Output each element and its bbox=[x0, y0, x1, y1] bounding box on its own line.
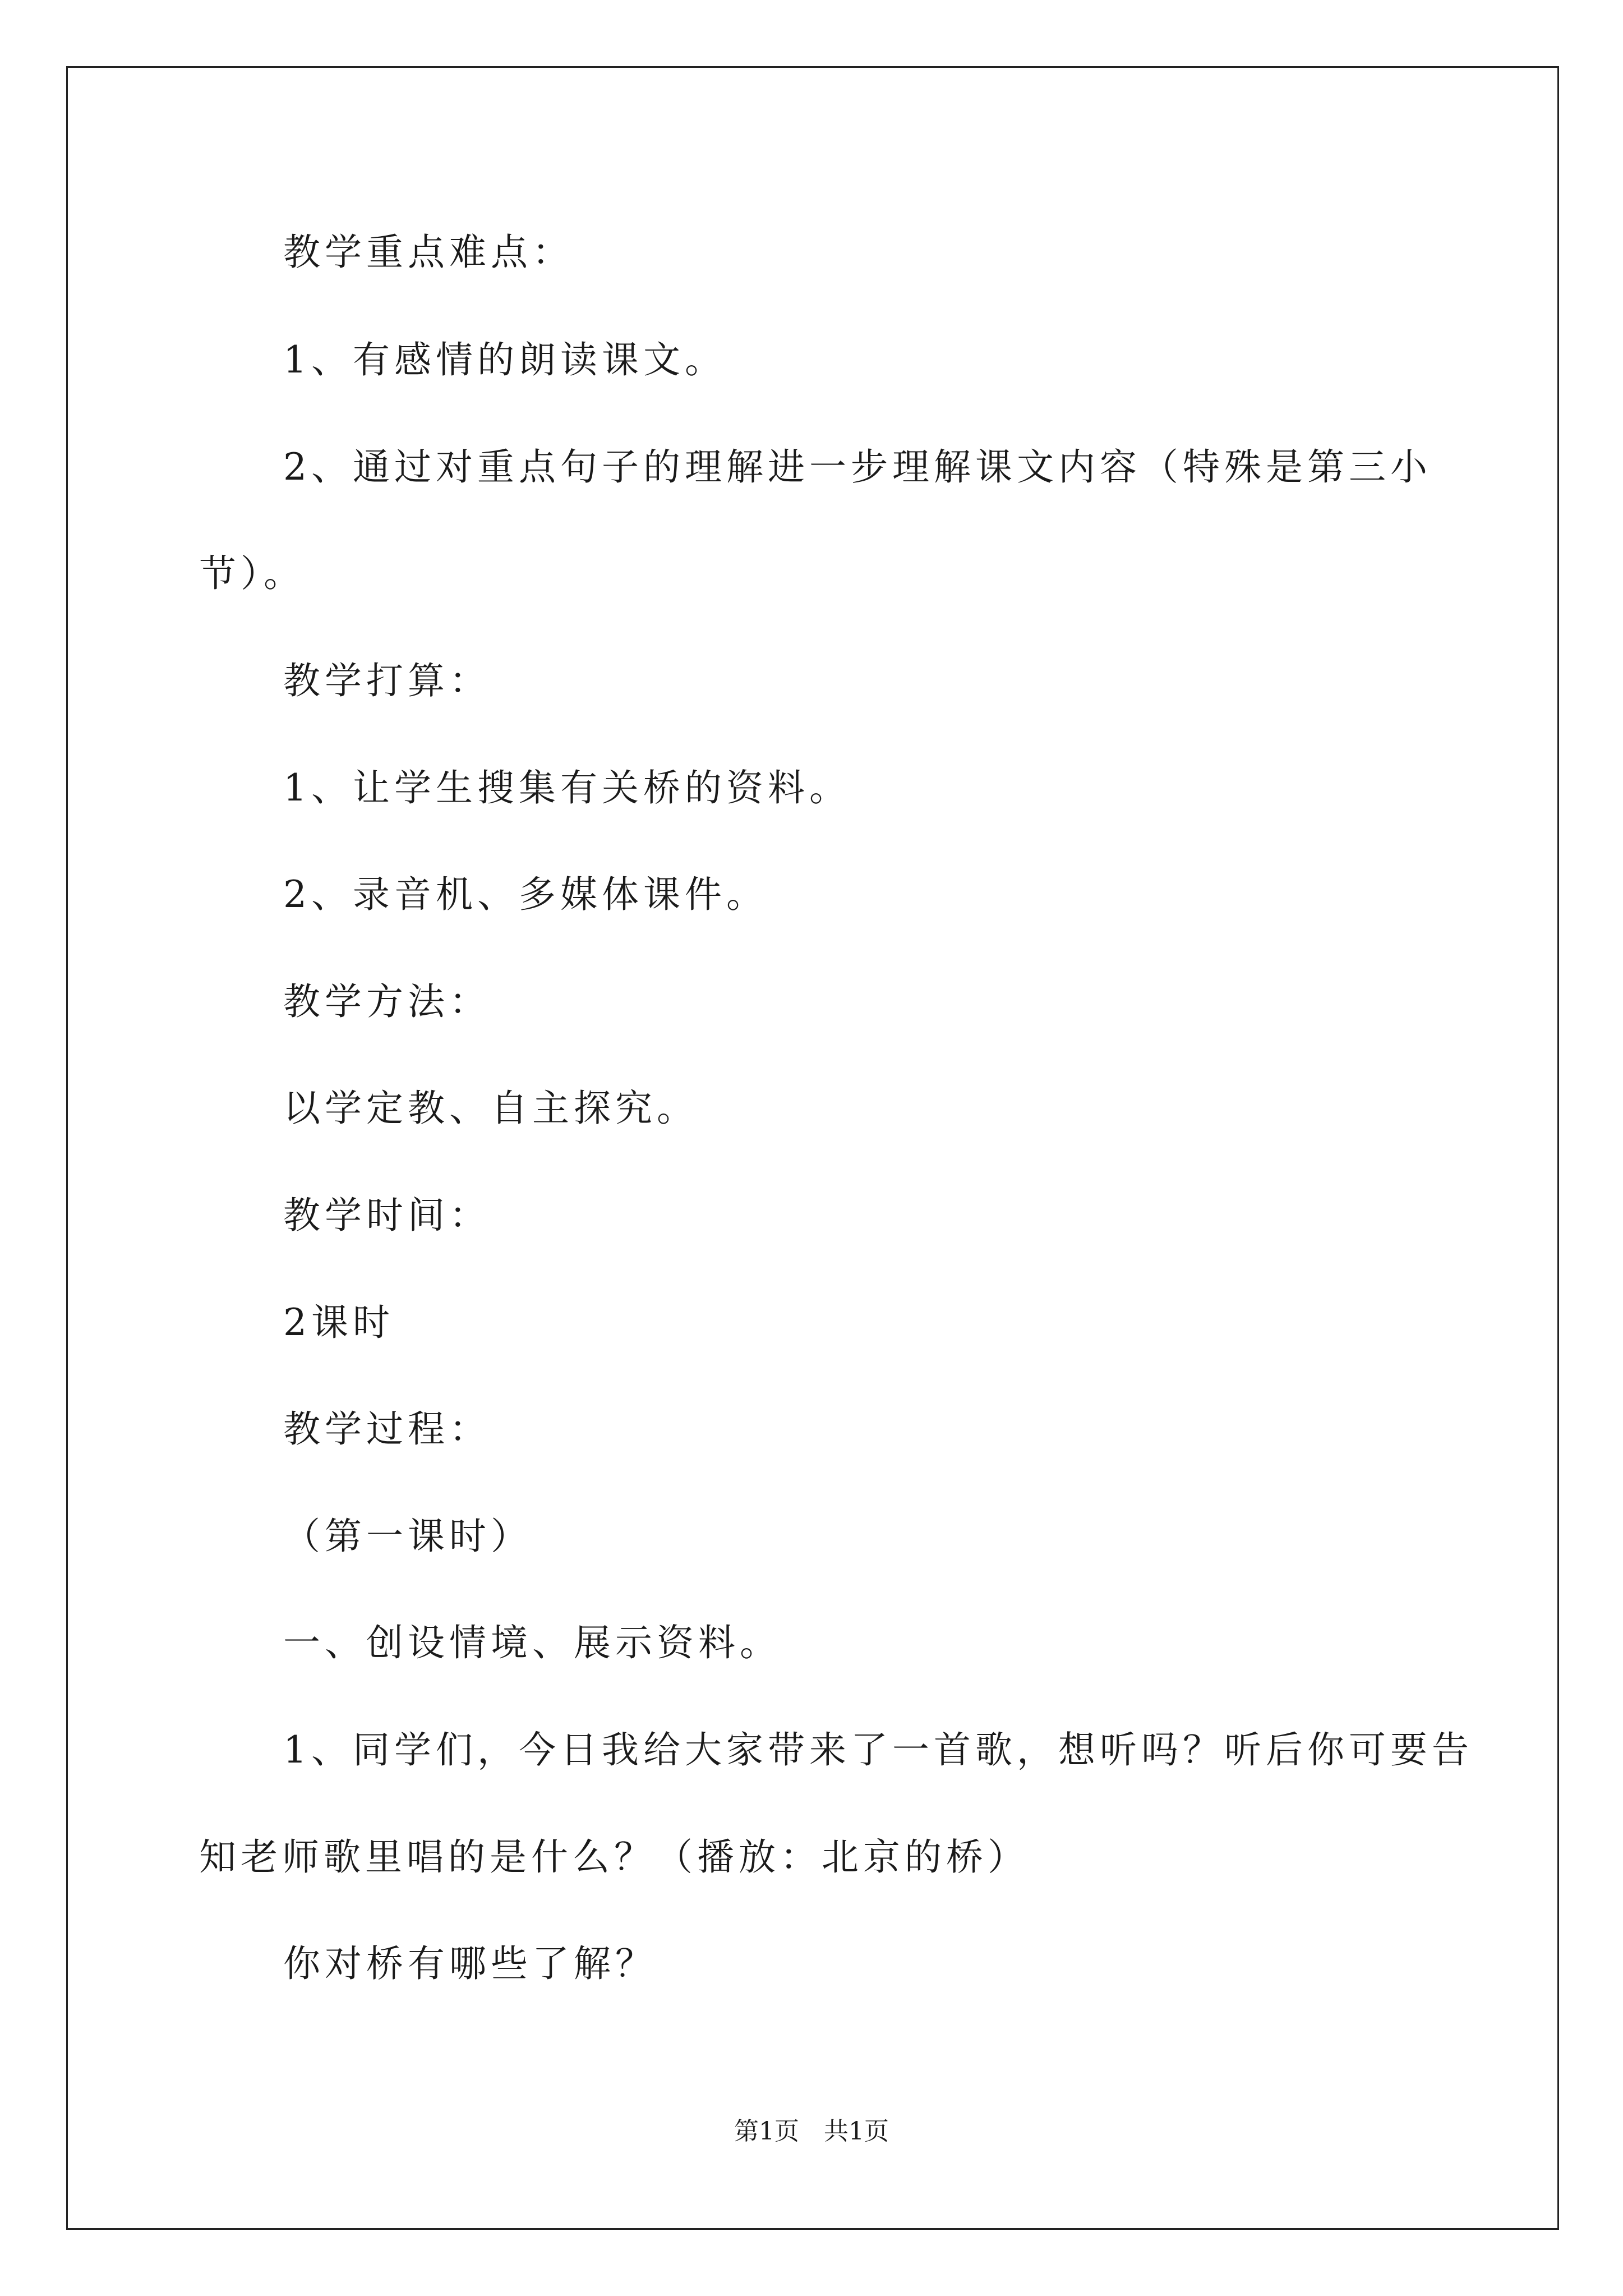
paragraph: 1、同学们，今日我给大家带来了一首歌，想听吗？听后你可要告 bbox=[283, 1728, 1473, 1772]
paragraph: 以学定教、自主探究。 bbox=[283, 1087, 698, 1130]
paragraph: 你对桥有哪些了解？ bbox=[283, 1942, 657, 1985]
heading-process: 教学过程： bbox=[283, 1407, 491, 1451]
paragraph: 2课时 bbox=[283, 1301, 394, 1344]
heading-preparation: 教学打算： bbox=[283, 659, 491, 702]
paragraph: 1、让学生搜集有关桥的资料。 bbox=[283, 766, 851, 809]
paragraph: 2、通过对重点句子的理解进一步理解课文内容（特殊是第三小 bbox=[283, 445, 1432, 489]
page-number: 第1页 共1页 bbox=[734, 2117, 889, 2146]
paragraph: 1、有感情的朗读课文。 bbox=[283, 338, 726, 381]
paragraph: （第一课时） bbox=[283, 1515, 532, 1558]
paragraph-continuation: 知老师歌里唱的是什么？（播放：北京的桥） bbox=[199, 1835, 1029, 1879]
paragraph: 一、创设情境、展示资料。 bbox=[283, 1621, 781, 1664]
paragraph: 2、录音机、多媒体课件。 bbox=[283, 873, 768, 916]
page-frame bbox=[66, 66, 1559, 2230]
heading-time: 教学时间： bbox=[283, 1194, 491, 1237]
heading-key-points: 教学重点难点： bbox=[283, 231, 574, 274]
paragraph-continuation: 节）。 bbox=[199, 552, 305, 595]
heading-method: 教学方法： bbox=[283, 980, 491, 1023]
